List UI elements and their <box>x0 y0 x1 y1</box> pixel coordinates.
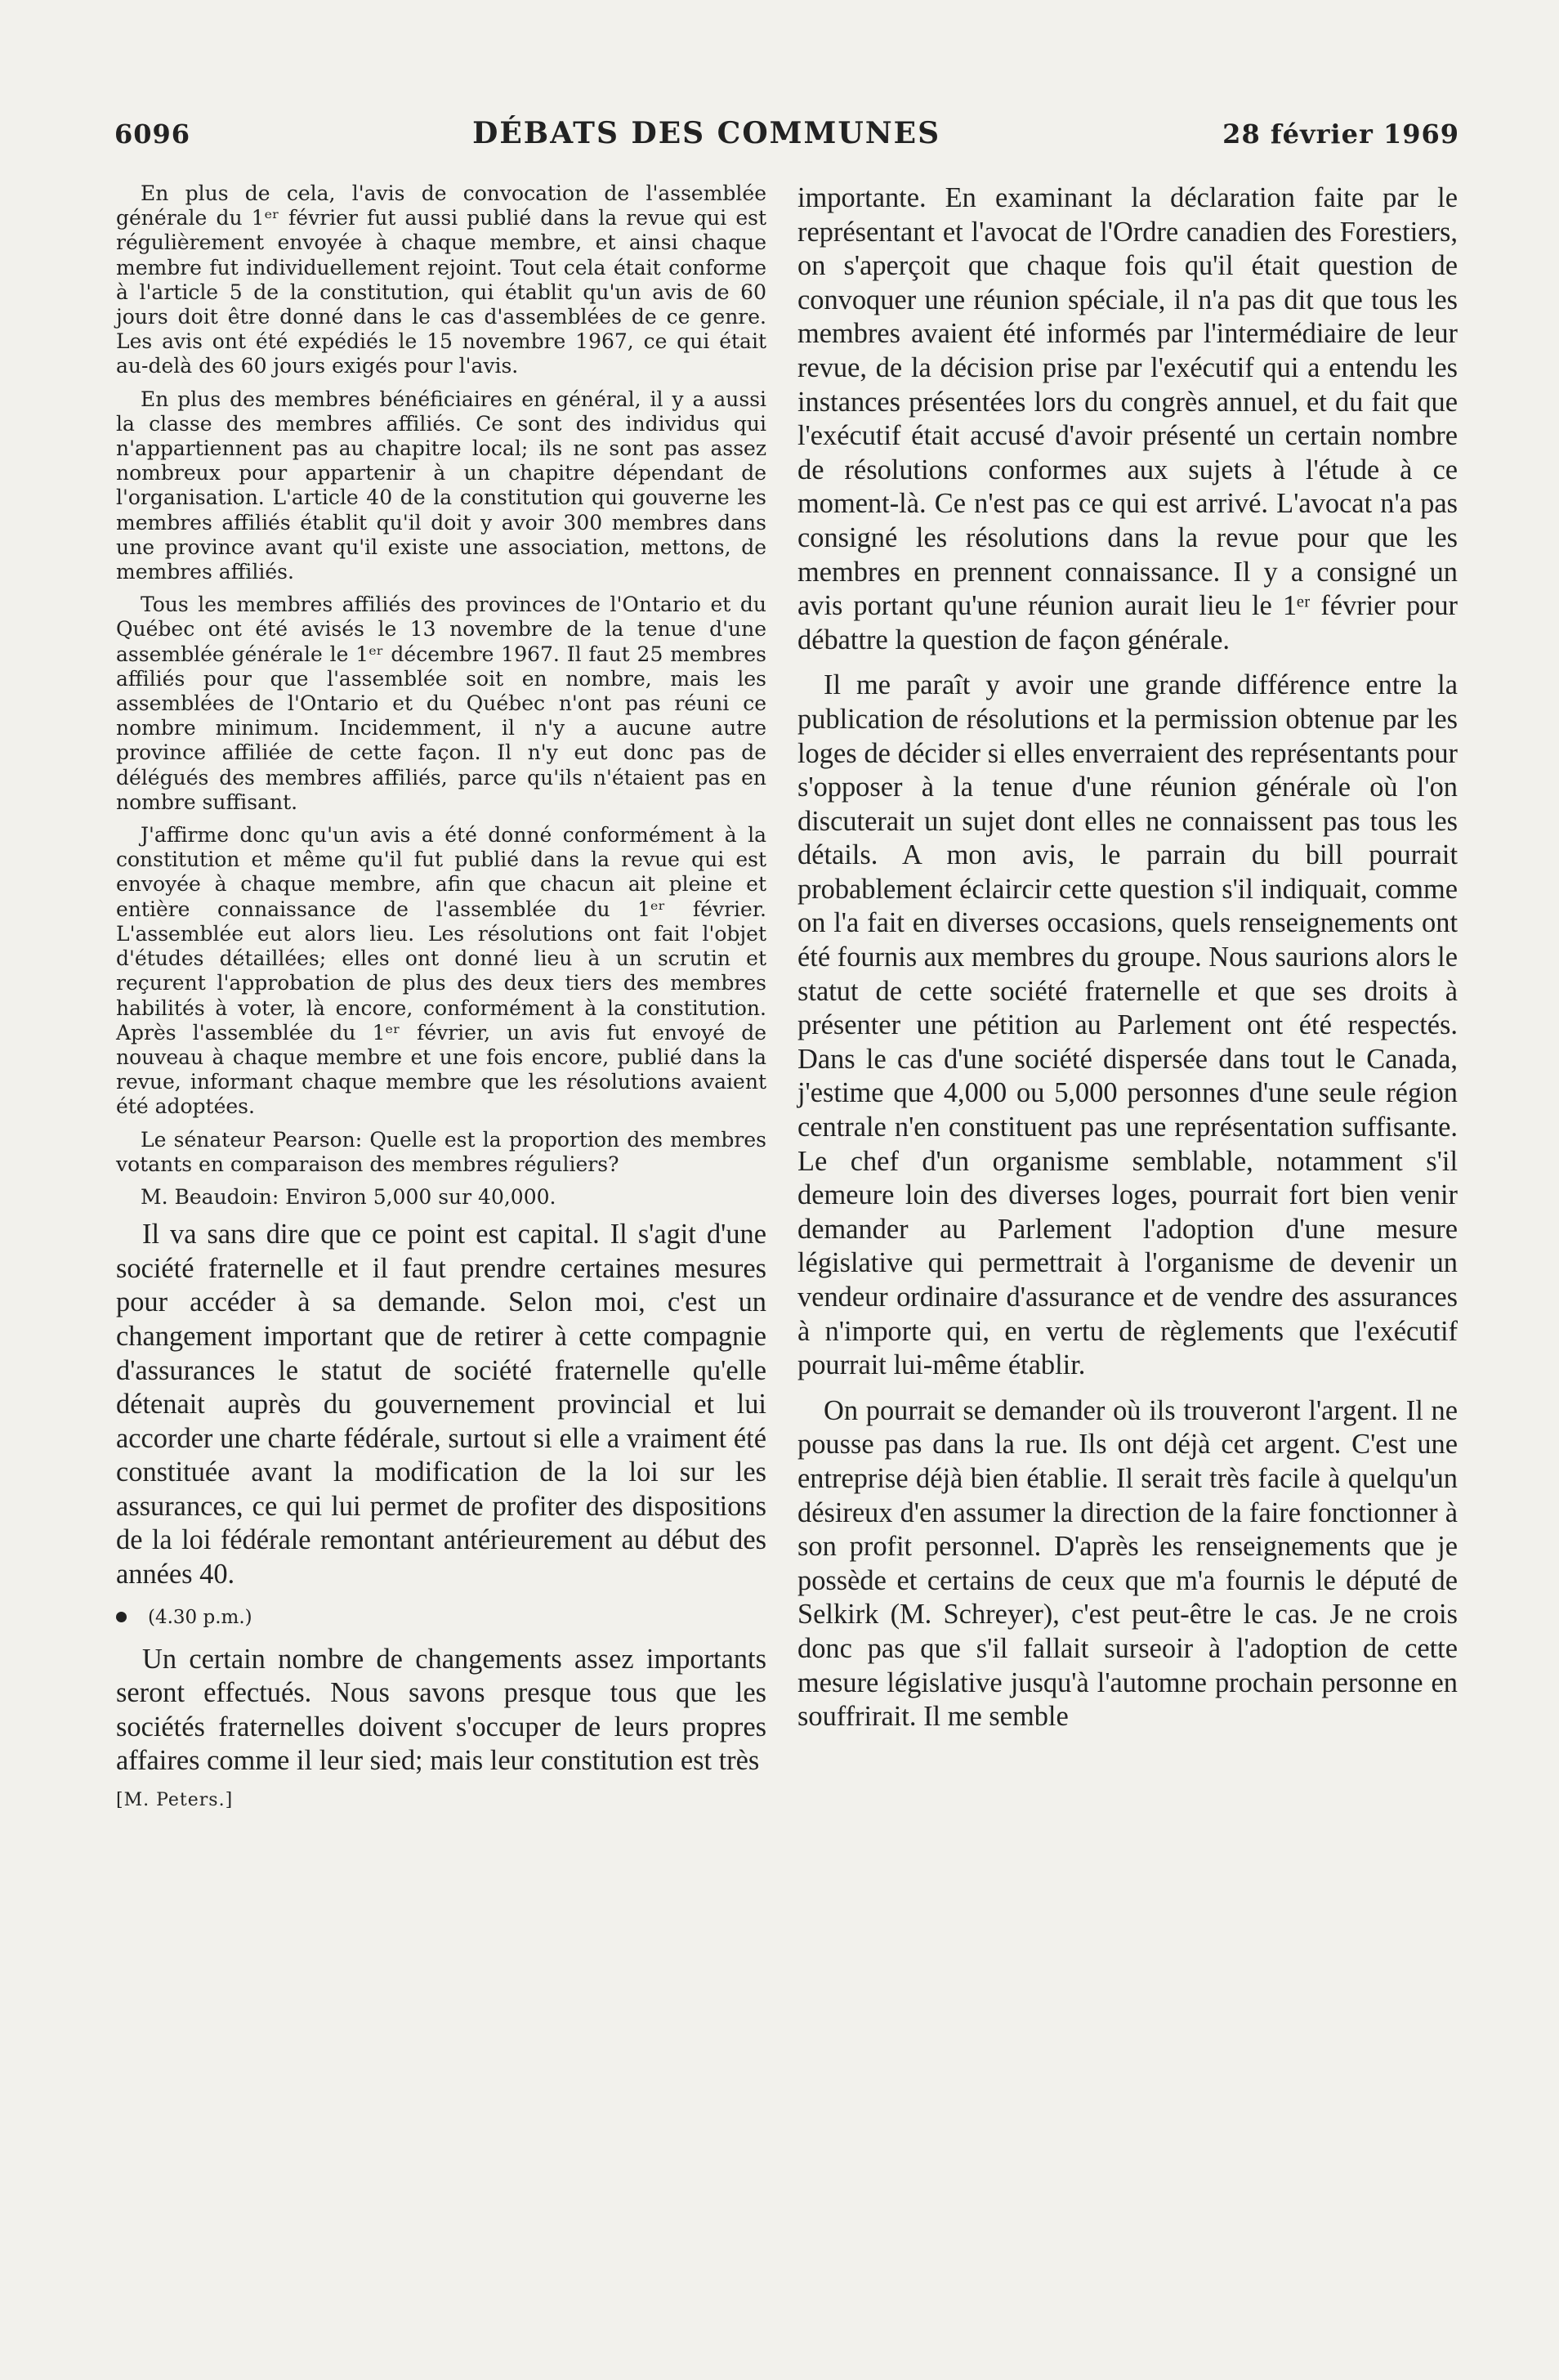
speaker-signature: [M. Peters.] <box>116 1790 234 1811</box>
paragraph: J'affirme donc qu'un avis a été donné conformément à la constitution et même qu'il fut publié dans la revue qui est envoyée à chaque membre, afin que chacun ait pleine et entière connaissance de l'assemblée du 1ᵉʳ février. L'assemblée eut alors lieu. Les résolutions ont fait l'objet d'études détaillées; elles ont donné lieu à un scrutin et reçurent l'approbation de plus des deux tiers des membres habilités à voter, là encore, conformément à la constitution. Après l'assemblée du 1ᵉʳ février, un avis fut envoyé de nouveau à chaque membre et une fois encore, publié dans la revue, informant chaque membre que les résolutions avaient été adoptées. <box>116 823 766 1119</box>
right-column <box>797 181 1458 1746</box>
paragraph: Le sénateur Pearson: Quelle est la proportion des membres votants en comparaison des membres réguliers? <box>116 1127 766 1176</box>
paragraph: En plus de cela, l'avis de convocation de l'assemblée générale du 1ᵉʳ février fut aussi publié dans la revue qui est régulièrement envoyée à chaque membre, et ainsi chaque membre fut individuellement rejoint. Tout cela était conforme à l'article 5 de la constitution, qui établit qu'un avis de 60 jours doit être donné dans le cas d'assemblées de ce genre. Les avis ont été expédiés le 15 novembre 1967, ce qui était au-delà des 60 jours exigés pour l'avis. <box>116 181 766 378</box>
bullet-icon <box>116 1612 127 1622</box>
page-number: 6096 <box>114 119 191 150</box>
paragraph: Il va sans dire que ce point est capital. Il s'agit d'une société fraternelle et il faut prendre certaines mesures pour accéder à sa demande. Selon moi, c'est un changement important que de retirer à cette compagnie d'assurances le statut de société fraternelle qu'elle détenait auprès du gouvernement provincial et lui accorder une charte fédérale, surtout si elle a vraiment été constituée avant la modification de la loi sur les assurances, ce qui lui permet de profiter des dispositions de la loi fédérale remontant antérieurement au début des années 40. <box>116 1219 766 1590</box>
journal-title: DÉBATS DES COMMUNES <box>472 116 941 150</box>
time-marker <box>116 1607 766 1628</box>
time-marker-text: (4.30 p.m.) <box>148 1606 252 1628</box>
paragraph: En plus des membres bénéficiaires en général, il y a aussi la classe des membres affiliés. Ce sont des individus qui n'appartiennent pas au chapitre local; ils ne sont pas assez nombreux pour appartenir à un chapitre dépendant de l'organisation. L'article 40 de la constitution qui gouverne les membres affiliés établit qu'il doit y avoir 300 membres dans une province avant qu'il existe une association, mettons, de membres affiliés. <box>116 387 766 584</box>
paragraph: Il me paraît y avoir une grande différence entre la publication de résolutions et la permission obtenue par les loges de décider si elles enverraient des représentants pour s'opposer à la tenue d'une réunion générale où l'on discuterait un sujet dont elles ne connaissent pas tous les détails. A mon avis, le parrain du bill pourrait probablement éclaircir cette question s'il indiquait, comme on l'a fait en diverses occasions, quels renseignements ont été fournis aux membres du groupe. Nous saurions alors le statut de cette société fraternelle et que ses droits à présenter une pétition au Parlement ont été respectés. Dans le cas d'une société dispersée dans tout le Canada, j'estime que 4,000 ou 5,000 personnes d'une seule région centrale n'en constituent pas une représentation suffisante. Le chef d'un organisme semblable, notamment s'il demeure loin des diverses loges, pourrait fort bien venir demander au Parlement l'adoption d'une mesure législative qui permettrait à l'organisme de devenir un vendeur ordinaire d'assurance et de vendre des assurances à n'importe qui, en vertu de règlements que l'exécutif pourrait lui-même établir. <box>797 669 1458 1381</box>
paragraph: On pourrait se demander où ils trouveront l'argent. Il ne pousse pas dans la rue. Ils ont déjà cet argent. C'est une entreprise déjà bien établie. Il serait très facile à quelqu'un désireux d'en assumer la direction de la faire fonctionner à son profit personnel. D'après les renseignements que je possède et certains de ceux que m'a fournis le député de Selkirk (M. Schreyer), c'est peut-être le cas. Je ne crois donc pas que s'il fallait surseoir à l'adoption de cette mesure législative jusqu'à l'automne prochain personne en souffrirait. Il me semble <box>797 1394 1458 1733</box>
paragraph: M. Beaudoin: Environ 5,000 sur 40,000. <box>141 1184 556 1209</box>
paragraph: importante. En examinant la déclaration faite par le représentant et l'avocat de l'Ordre canadien des Forestiers, on s'aperçoit que chaque fois qu'il était question de convoquer une réunion spéciale, il n'a pas dit que tous les membres avaient été informés par l'intermédiaire de leur revue, de la décision prise par l'exécutif qui a entendu les instances présentées lors du congrès annuel, et du fait que l'exécutif était accusé d'avoir présenté un certain nombre de résolutions conformes aux sujets à l'étude à ce moment-là. Ce n'est pas ce qui est arrivé. L'avocat n'a pas consigné les résolutions dans la revue pour que les membres en prennent connaissance. Il y a consigné un avis portant qu'une réunion aurait lieu le 1ᵉʳ février pour débattre la question de façon générale. <box>797 182 1458 655</box>
page-header <box>114 116 1459 150</box>
paragraph: Un certain nombre de changements assez importants seront effectués. Nous savons presque tous que les sociétés fraternelles doivent s'occuper de leurs propres affaires comme il leur sied; mais leur constitution est très <box>116 1643 766 1777</box>
publication-date: 28 février 1969 <box>1222 119 1459 150</box>
left-column <box>116 181 766 1810</box>
paragraph: Tous les membres affiliés des provinces de l'Ontario et du Québec ont été avisés le 13 novembre de la tenue d'une assemblée générale le 1ᵉʳ décembre 1967. Il faut 25 membres affiliés pour que l'assemblée soit en nombre, mais les assemblées de l'Ontario et du Québec n'ont pas réuni ce nombre minimum. Incidemment, il n'y a aucune autre province affiliée de cette façon. Il n'y eut donc pas de délégués des membres affiliés, parce qu'ils n'étaient pas en nombre suffisant. <box>116 593 766 814</box>
